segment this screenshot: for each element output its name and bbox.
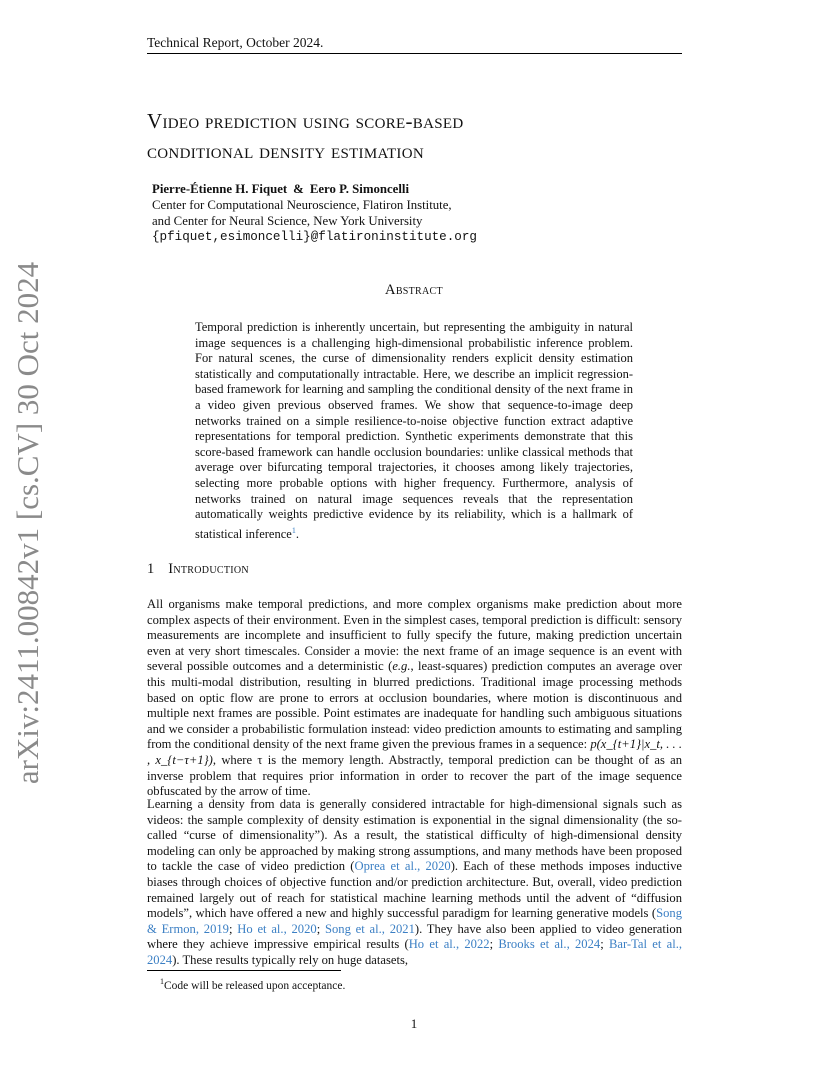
- citation-link[interactable]: Song & Ermon, 2019: [147, 906, 682, 936]
- page-number: 1: [410, 1016, 418, 1031]
- title-line-2: conditional density estimation: [147, 139, 424, 163]
- header-rule: [147, 53, 682, 54]
- citation-separator: ;: [600, 937, 609, 952]
- footnote-text: Code will be released upon acceptance.: [164, 979, 346, 992]
- affiliation-line-1: Center for Computational Neuroscience, Flatiron Institute,: [152, 198, 452, 212]
- p1-text-b: , least-squares) prediction computes an average over this multi-modal distribution, resulting in blurred predictions. Traditional image processing methods based on optic flow are prone to errors at occlusion boundaries, where motion is discontinuous and multiple next frames are possible. Point estimates are inadequate for handling such ambiguous situations and we consider a probabilistic formulation instead: video prediction amounts to estimating and sampling from the conditional density of the next frame given the previous frames in a sequence:: [147, 659, 682, 752]
- intro-paragraph-2: [147, 797, 682, 969]
- arxiv-side-stamp: [8, 261, 48, 785]
- abstract-body: [195, 320, 633, 542]
- p2-text-b: ). Each of these methods imposes inductive biases through choices of objective function and/or prediction architecture. But, overall, video prediction remained largely out of reach for statistical machine learning methods until the advent of “diffusion models”, which have offered a new and highly successful paradigm for learning generative models (: [147, 859, 682, 921]
- affiliation-line-2: and Center for Neural Science, New York University: [152, 214, 423, 228]
- citation-link[interactable]: Brooks et al., 2024: [498, 937, 601, 952]
- author-separator: &: [293, 182, 304, 196]
- running-header: Technical Report, October 2024.: [147, 35, 324, 50]
- section-heading: [147, 561, 249, 578]
- citation-link[interactable]: Bar-Tal et al., 2024: [147, 937, 682, 967]
- citation-separator: ;: [316, 921, 325, 936]
- author-2: Eero P. Simoncelli: [309, 182, 410, 196]
- author-block: [152, 181, 477, 245]
- section-title: Introduction: [168, 561, 249, 577]
- citation-link[interactable]: Ho et al., 2020: [237, 921, 317, 936]
- paper-title: [147, 106, 463, 166]
- p2-text-c: ). They have also been applied to video generation where they achieve impressive empirical results (: [147, 921, 682, 952]
- p2-text-d: ). These results typically rely on huge datasets,: [172, 952, 409, 967]
- footnote-rule: [147, 970, 341, 971]
- citation-separator: ;: [489, 937, 499, 952]
- citation-link[interactable]: Ho et al., 2022: [408, 937, 490, 952]
- footnote-mark: 1: [160, 977, 164, 986]
- p1-text-a: All organisms make temporal predictions, and more complex organisms make prediction about more complex aspects of their environment. Even in the simplest cases, temporal prediction is difficult: sensory measurements are incomplete and insufficient to fully specify the future, making prediction uncertain even at very short timescales. Consider a movie: the next frame of an image sequence is an event with several possible outcomes and a deterministic (: [147, 597, 682, 674]
- author-names: [152, 181, 477, 197]
- intro-paragraph-1: [147, 597, 682, 800]
- abstract-heading: Abstract: [385, 282, 443, 298]
- footnote: [160, 977, 345, 992]
- p2-text-a: Learning a density from data is generally considered intractable for high-dimensional signals such as videos: the sample complexity of density estimation is exponential in the signal dimensionality (the so-called “curse of dimensionality”). As a result, the statistical difficulty of high-dimensional density modeling can only be approached by making strong assumptions, and many methods have been proposed to tackle the case of video prediction (: [147, 797, 682, 874]
- section-number: 1: [147, 561, 155, 577]
- author-email: {pfiquet,esimoncelli}@flatironinstitute.org: [152, 230, 477, 244]
- citation-link[interactable]: Song et al., 2021: [324, 921, 415, 936]
- title-line-1: Video prediction using score-based: [147, 109, 464, 133]
- p1-eg: e.g.: [392, 659, 411, 674]
- citation-link[interactable]: Oprea et al., 2020: [354, 859, 451, 874]
- p1-text-c: , where τ is the memory length. Abstractly, temporal prediction can be thought of as an inverse problem that requires prior information in order to recover the part of the image sequence obfuscated by the arrow of time.: [147, 752, 683, 799]
- citation-separator: ;: [228, 921, 238, 936]
- footnote-ref[interactable]: 1: [291, 525, 296, 535]
- abstract-text: Temporal prediction is inherently uncertain, but representing the ambiguity in natural image sequences is a challenging high-dimensional probabilistic inference problem. For natural scenes, the curse of dimensionality renders explicit density estimation statistically and computationally intractable. Here, we describe an implicit regression-based framework for learning and sampling the conditional density of the next frame in a video given previous observed frames. We show that sequence-to-image deep networks trained on a simple resilience-to-noise objective function extract adaptive representations for temporal prediction. Synthetic experiments demonstrate that this score-based framework can handle occlusion boundaries: unlike classical methods that average over bifurcating temporal trajectories, it chooses among likely trajectories, selecting more probable options with higher frequency. Furthermore, analysis of networks trained on natural image sequences reveals that the representation automatically weights predictive evidence by its reliability, which is a hallmark of statistical inference: [195, 320, 633, 541]
- author-1: Pierre-Étienne H. Fiquet: [152, 182, 288, 196]
- abstract-end: .: [295, 526, 299, 541]
- p1-equation: p(x_{t+1}|x_t, . . . , x_{t−τ+1}): [147, 737, 682, 767]
- arxiv-identifier: arXiv:2411.00842v1 [cs.CV] 30 Oct 2024: [10, 261, 45, 785]
